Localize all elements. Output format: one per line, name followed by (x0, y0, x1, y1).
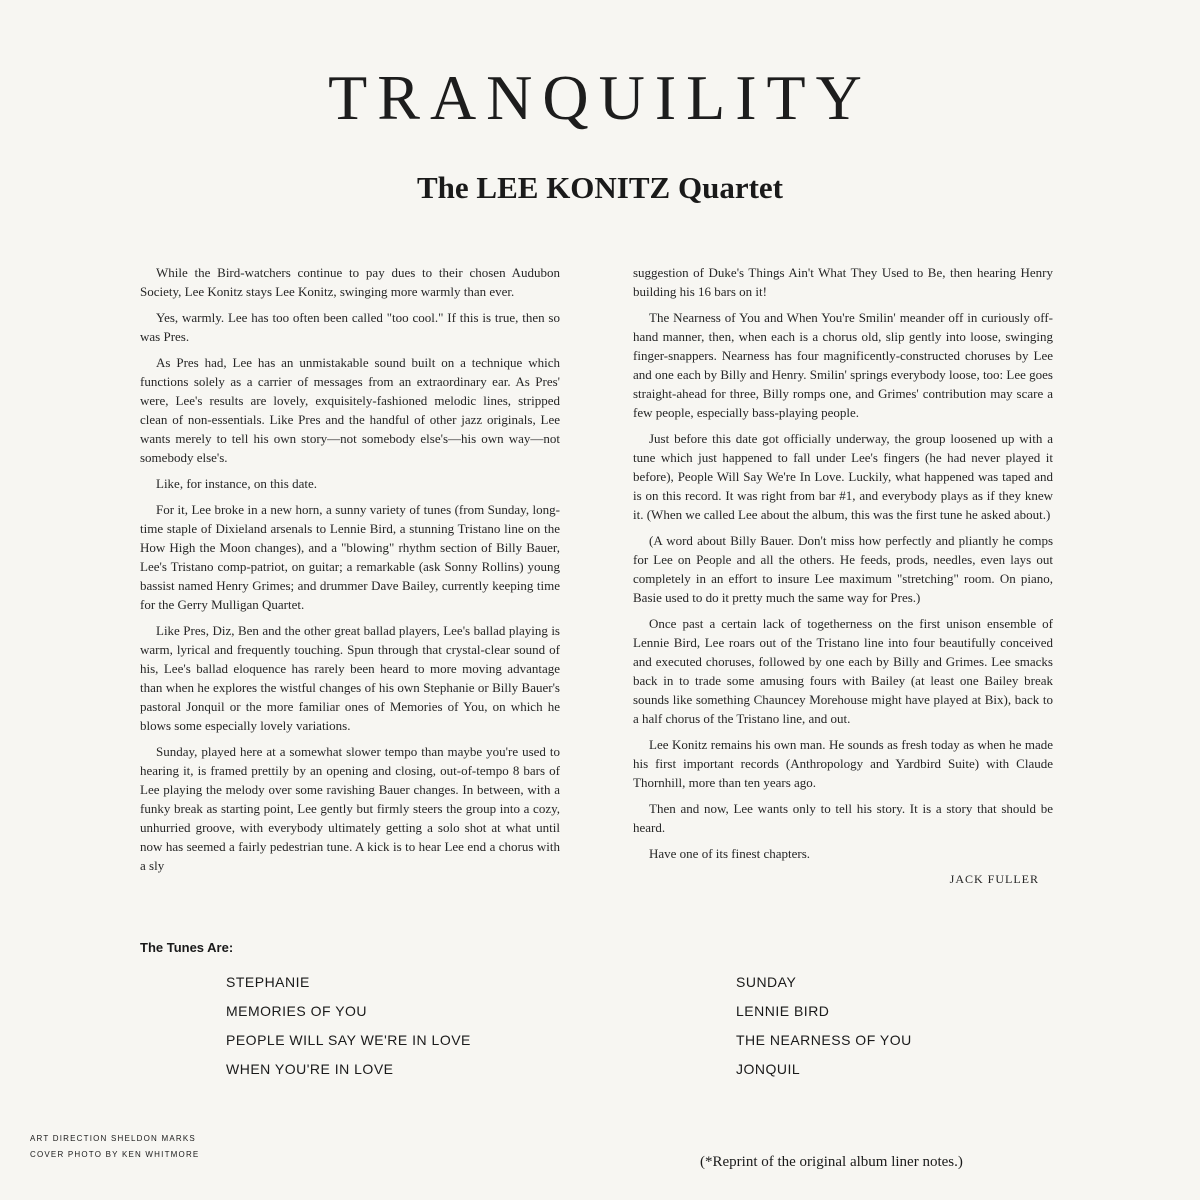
tune-item: JONQUIL (736, 1061, 801, 1077)
liner-paragraph: The Nearness of You and When You're Smilin' meander off in curiously off-hand manner, then, when each is a chorus old, slip gently into loose, swinging finger-snappers. Nearness has four magnificently-constructed choruses by Lee and one each by Billy and Henry. Smilin' springs everybody loose, too: Lee goes straight-ahead for three, Billy romps one, and Grimes' contribution may scare a few people, especially bass-playing people. (633, 310, 1053, 420)
liner-notes-right-column (633, 263, 1053, 896)
liner-paragraph: Just before this date got officially underway, the group loosened up with a tune which just happened to fall under Lee's fingers (he had never played it before), People Will Say We're In Love. Luckily, what happened was taped and is on this record. It was right from bar #1, and everybody plays as if they knew it. (When we called Lee about the album, this was the first tune he asked about.) (633, 431, 1053, 522)
tune-item: THE NEARNESS OF YOU (736, 1032, 912, 1048)
album-title: TRANQUILITY (328, 62, 872, 133)
album-subtitle: The LEE KONITZ Quartet (416, 170, 783, 205)
tune-item: PEOPLE WILL SAY WE'RE IN LOVE (226, 1032, 471, 1048)
liner-paragraph: Like Pres, Diz, Ben and the other great ballad players, Lee's ballad playing is warm, lyrical and frequently touching. Spun through that crystal-clear sound of his, Lee's ballad eloquence has rarely been heard to more moving advantage than when he explores the wistful changes of his own Stephanie or Billy Bauer's pastoral Jonquil or the more familiar ones of Memories of You, on which he blows some especially lovely variations. (140, 623, 560, 733)
liner-paragraph: While the Bird-watchers continue to pay dues to their chosen Audubon Society, Lee Konitz stays Lee Konitz, swinging more warmly than ever. (140, 265, 560, 299)
liner-paragraph: suggestion of Duke's Things Ain't What They Used to Be, then hearing Henry building his 16 bars on it! (633, 265, 1053, 299)
liner-paragraph: For it, Lee broke in a new horn, a sunny variety of tunes (from Sunday, long-time staple of Dixieland arsenals to Lennie Bird, a stunning Tristano line on the How High the Moon changes), and a "blowing" rhythm section of Billy Bauer, Lee's Tristano comp-patriot, on guitar; a remarkable (ask Sonny Rollins) young bassist named Henry Grimes; and drummer Dave Bailey, currently keeping time for the Gerry Mulligan Quartet. (140, 502, 560, 612)
liner-paragraph: Then and now, Lee wants only to tell his story. It is a story that should be heard. (633, 801, 1053, 835)
liner-paragraph: Once past a certain lack of togetherness on the first unison ensemble of Lennie Bird, Lee roars out of the Tristano line into four beautifully conceived and executed choruses, followed by one each by Billy and Grimes. Lee smacks back in to trade some amusing fours with Bailey (at least one Bailey break sounds like something Chauncey Morehouse might have played at Bix), back to a half chorus of the Tristano line, and out. (633, 616, 1053, 726)
liner-paragraph: Lee Konitz remains his own man. He sounds as fresh today as when he made his first important records (Anthropology and Yardbird Suite) with Claude Thornhill, more than ten years ago. (633, 737, 1053, 790)
tune-item: MEMORIES OF YOU (226, 1003, 368, 1019)
liner-notes-left-column (140, 263, 560, 882)
tune-item: SUNDAY (736, 974, 797, 990)
author-signature: JACK FULLER (949, 872, 1039, 886)
reprint-footnote: (*Reprint of the original album liner notes.) (700, 1154, 963, 1170)
liner-paragraph: Sunday, played here at a somewhat slower tempo than maybe you're used to hearing it, is framed prettily by an opening and closing, out-of-tempo 8 bars of Lee playing the melody over some ravishing Bauer changes. In between, with a funky break as starting point, Lee gently but firmly steers the group into a cozy, unhurried groove, with everybody ultimately getting a solo shot at what until now has seemed a fairly pedestrian tune. A kick is to hear Lee end a chorus with a sly (140, 744, 560, 873)
tune-item: STEPHANIE (226, 974, 310, 990)
tune-item: WHEN YOU'RE IN LOVE (226, 1061, 394, 1077)
liner-paragraph: As Pres had, Lee has an unmistakable sound built on a technique which functions solely as a carrier of messages from an extraordinary ear. As Pres' were, Lee's results are lovely, exquisitely-fashioned melodic lines, stripped clean of non-essentials. Like Pres and the handful of other jazz originals, Lee wants merely to tell his own story—not somebody else's—his own way—not somebody else's. (140, 355, 560, 465)
cover-photo-credit: COVER PHOTO BY KEN WHITMORE (30, 1150, 200, 1159)
art-direction-credit: ART DIRECTION SHELDON MARKS (30, 1134, 196, 1143)
liner-paragraph: Like, for instance, on this date. (156, 476, 318, 491)
tunes-heading: The Tunes Are: (140, 940, 234, 955)
credits-block (30, 1131, 199, 1163)
liner-paragraph: Have one of its finest chapters. (649, 846, 811, 861)
tune-list-left (226, 973, 471, 1089)
tune-item: LENNIE BIRD (736, 1003, 830, 1019)
tune-list-right (736, 973, 912, 1089)
liner-paragraph: (A word about Billy Bauer. Don't miss how perfectly and pliantly he comps for Lee on People and all the others. He feeds, prods, needles, even lays out completely in an effort to insure Lee maximum "stretching" room. On piano, Basie used to do it pretty much the same way for Pres.) (633, 533, 1053, 605)
liner-paragraph: Yes, warmly. Lee has too often been called "too cool." If this is true, then so was Pres. (140, 310, 560, 344)
